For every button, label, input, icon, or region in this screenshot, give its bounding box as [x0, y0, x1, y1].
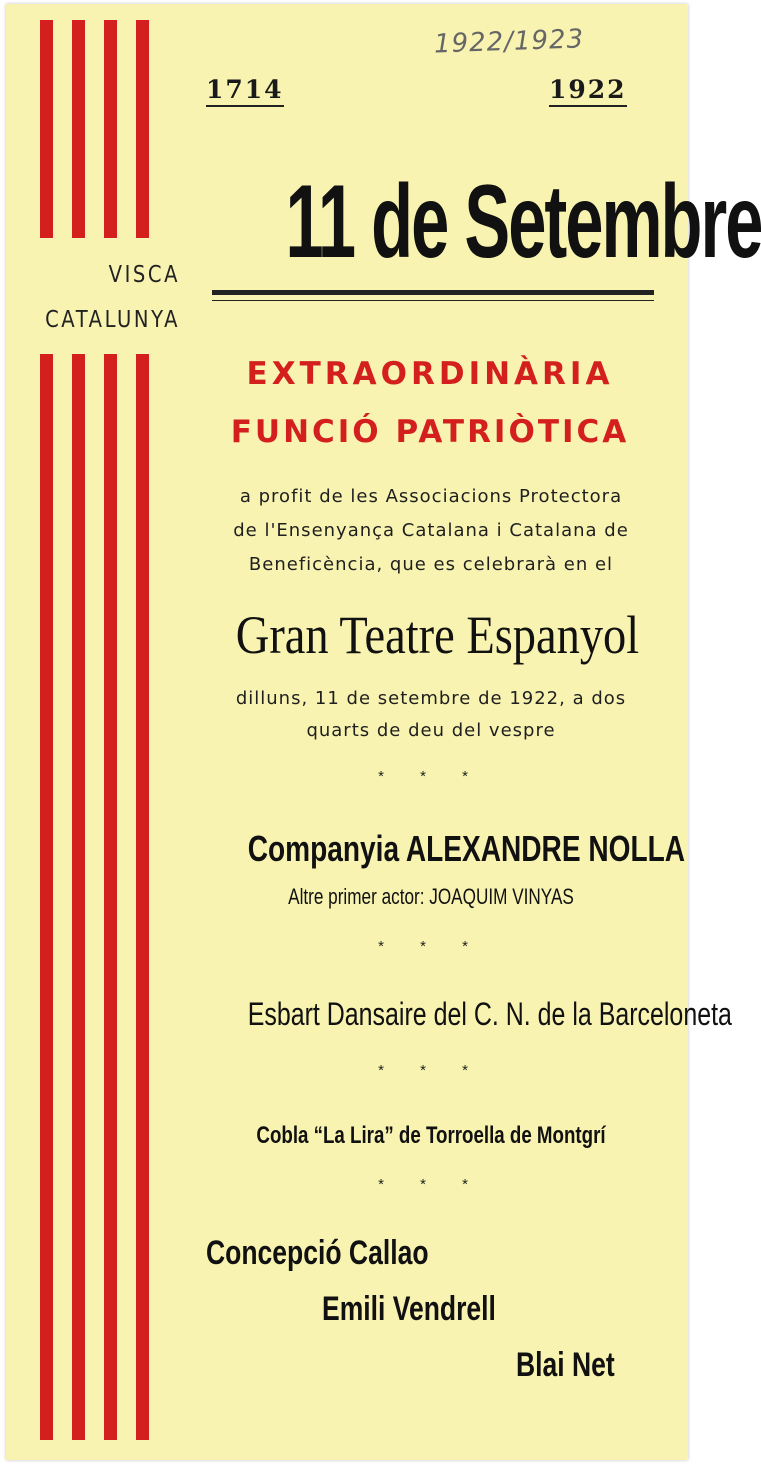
flag-stripe — [72, 354, 85, 1440]
slogan-catalunya: CATALUNYA — [45, 307, 181, 333]
flag-stripe — [104, 354, 117, 1440]
year-right: 1922 — [549, 76, 627, 107]
flag-stripe — [40, 354, 53, 1440]
event-datetime-line: dilluns, 11 de setembre de 1922, a dos — [235, 688, 627, 709]
flag-stripe — [72, 20, 85, 238]
lead-actor: Altre primer actor: JOAQUIM VINYAS — [288, 884, 574, 909]
page-title: 11 de Setembre — [285, 164, 761, 280]
flag-stripe — [40, 20, 53, 238]
slogan-visca: VISCA — [108, 262, 180, 288]
performer-name: Concepció Callao — [206, 1234, 429, 1272]
event-heading-line1: EXTRAORDINÀRIA — [246, 356, 614, 392]
event-description-line: de l'Ensenyança Catalana i Catalana de — [233, 520, 629, 541]
company-name: Companyia ALEXANDRE NOLLA — [247, 828, 686, 869]
performer-name: Emili Vendrell — [322, 1290, 496, 1328]
poster-sheet — [6, 4, 761, 1460]
event-datetime-line: quarts de deu del vespre — [306, 720, 556, 741]
event-heading-line2: FUNCIÓ PATRIÒTICA — [230, 414, 630, 450]
year-left: 1714 — [206, 76, 284, 107]
dance-group: Esbart Dansaire del C. N. de la Barceloneta — [247, 996, 732, 1032]
flag-stripe — [136, 20, 149, 238]
separator-stars: * * * — [378, 938, 484, 955]
flag-stripe — [104, 20, 117, 238]
title-rule-thick — [212, 290, 654, 295]
separator-stars: * * * — [378, 1062, 484, 1079]
handwritten-annotation: 1922/1923 — [433, 24, 585, 60]
flag-stripe — [136, 354, 149, 1440]
separator-stars: * * * — [378, 1176, 484, 1193]
venue-name: Gran Teatre Espanyol — [235, 605, 640, 665]
performer-name: Blai Net — [516, 1346, 615, 1384]
separator-stars: * * * — [378, 768, 484, 785]
event-description-line: a profit de les Associacions Protectora — [239, 486, 623, 507]
event-description-line: Beneficència, que es celebrarà en el — [248, 554, 614, 575]
band-name: Cobla “La Lira” de Torroella de Montgrí — [256, 1122, 606, 1149]
title-rule-thin — [212, 300, 654, 301]
